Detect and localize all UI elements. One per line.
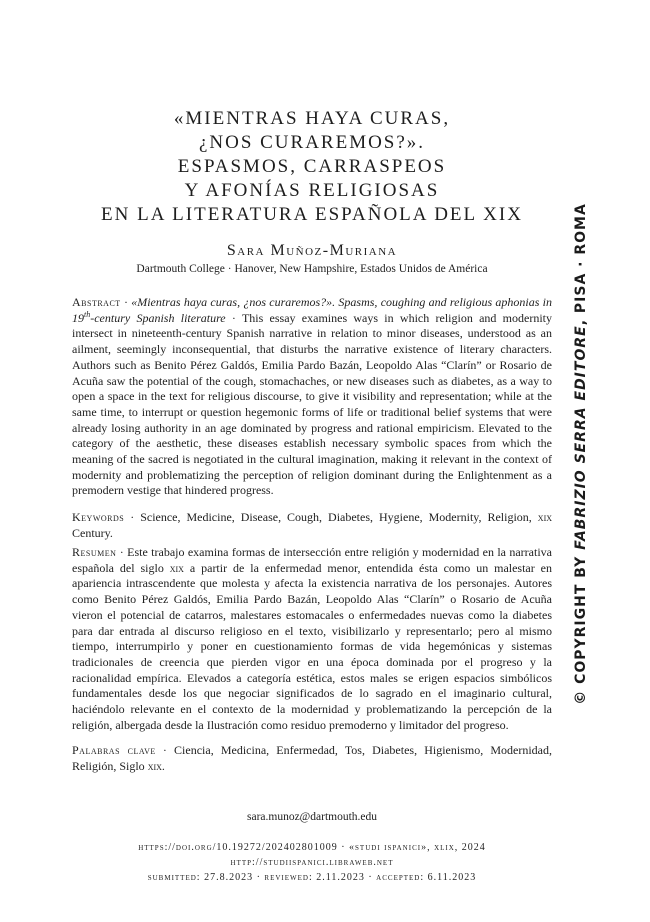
author-email[interactable]: sara.munoz@dartmouth.edu xyxy=(246,811,378,823)
abstract-title-part2: -century Spanish literature xyxy=(90,310,226,325)
palabras-clave-separator: · xyxy=(155,743,175,757)
resumen-separator: · xyxy=(116,545,128,559)
palabras-clave-tail: . xyxy=(161,758,165,773)
palabras-clave-text: Ciencia, Medicina, Enfermedad, Tos, Diabetes, Higienismo, Modernidad, Religión, Siglo xyxy=(72,743,552,773)
title-line-5: EN LA LITERATURA ESPAÑOLA DEL XIX xyxy=(101,204,523,225)
abstract-paragraph xyxy=(72,295,552,499)
abstract-title-part1: «Mientras haya curas, ¿nos curaremos?». Spasms, coughing and religious aphonias in 19 xyxy=(72,295,552,325)
title-line-1: «MIENTRAS HAYA CURAS, xyxy=(173,108,451,129)
palabras-clave-label: Palabras clave xyxy=(72,743,156,757)
copyright-publisher: FABRIZIO SERRA EDITORE xyxy=(573,325,589,550)
copyright-symbol: © xyxy=(573,689,589,705)
author-name: Sara Muñoz-Muriana xyxy=(226,242,398,259)
resumen-part1: Este trabajo examina formas de intersección entre religión y modernidad en la narrativa española del siglo xyxy=(72,545,552,575)
article-title xyxy=(72,107,552,227)
abstract-body: This essay examines ways in which religion and modernity intersect in nineteenth-century Spanish narrative in relation to minor diseases, understood as an ailment, seemingly inconsequential, that disturbs the narrative existence of literary characters. Authors such as Benito Pérez Galdós, Emilia Pardo Bazán, Leopoldo Alas “Clarín” or Rosario de Acuña saw the potential of the cough, stomachaches, or new diseases such as diabetes, as a way to open a space in the text for religious discourse, to give it visibility and representation; while at the same time, to interrupt or question hegemonic forms of life or traditional belief systems that were already losing authority in an age dominated by progress and rational empiricism. Elevated to the category of the aesthetic, these diseases establish necessary symbolic spaces from which the meaning of the sacred is negotiated in the cultural imagination, making it relevant in the context of modernity and problematizing the perception of religion dominant during the Enlightenment as a premodern vestige that hindered progress. xyxy=(72,310,552,498)
resumen-part2: a partir de la enfermedad menor, entendida ésta como un malestar en apariencia intrascendente que molesta y afecta la existencia narrativa de los personajes. Autores como Benito Pérez Galdós, Emilia Pardo Bazán, Leopoldo Alas “Clarín” o Rosario de Acuña vieron el potencial de catarros, malestares estomacales o enfermedades nuevas como la diabetes para dar entrada al discurso religioso en el texto, visibilizarlo y representarlo; pero al mismo tiempo, interrumpirlo y poner en cuestionamiento formas de vida hegemónicas y sistemas tradicionales de creencia que pierden vigor en una época dominada por el progreso y la racionalidad empírica. Elevados a categoría estética, estos males se erigen espacios simbólicos fundamentales desde los que negociar significados de lo sagrado en el imaginario cultural, haciéndolo relevante en el contexto de la modernidad y problematizando la percepción de la religión, albergada desde la Ilustración como residuo premoderno y limitador del progreso. xyxy=(72,560,552,732)
keywords-century: xix xyxy=(537,510,553,524)
palabras-clave-century: xix xyxy=(147,758,162,773)
palabras-clave-paragraph xyxy=(72,743,552,774)
copyright-location: , PISA · ROMA xyxy=(573,203,589,326)
abstract-separator: · xyxy=(120,295,132,309)
abstract-title-sup: th xyxy=(84,309,91,319)
keywords-text: Science, Medicine, Disease, Cough, Diabetes, Hygiene, Modernity, Religion, xyxy=(140,510,532,524)
resumen-paragraph xyxy=(72,545,552,733)
copyright-text: COPYRIGHT BY xyxy=(573,549,589,690)
submission-dates: submitted: 27.8.2023 · reviewed: 2.11.2023 · accepted: 6.11.2023 xyxy=(147,872,477,883)
title-line-2: ¿NOS CURAREMOS?». xyxy=(198,132,426,153)
keywords-tail: Century. xyxy=(72,525,113,540)
keywords-separator: · xyxy=(124,510,141,524)
resumen-century: xix xyxy=(169,560,184,575)
resumen-label: Resumen xyxy=(72,545,117,559)
copyright-notice xyxy=(573,203,589,705)
doi-line[interactable]: https://doi.org/10.19272/202402801009 · «studi ispanici», xlix, 2024 xyxy=(138,842,486,853)
journal-website[interactable]: http://studiispanici.libraweb.net xyxy=(230,857,394,868)
author-affiliation: Dartmouth College · Hanover, New Hampshire, Estados Unidos de América xyxy=(136,263,488,275)
abstract-label: Abstract xyxy=(72,295,121,309)
keywords-label: Keywords xyxy=(72,510,125,524)
keywords-paragraph xyxy=(72,510,552,541)
abstract-separator-2: · xyxy=(225,310,242,325)
title-line-4: Y AFONÍAS RELIGIOSAS xyxy=(184,180,440,201)
title-line-3: ESPASMOS, CARRASPEOS xyxy=(177,156,447,177)
